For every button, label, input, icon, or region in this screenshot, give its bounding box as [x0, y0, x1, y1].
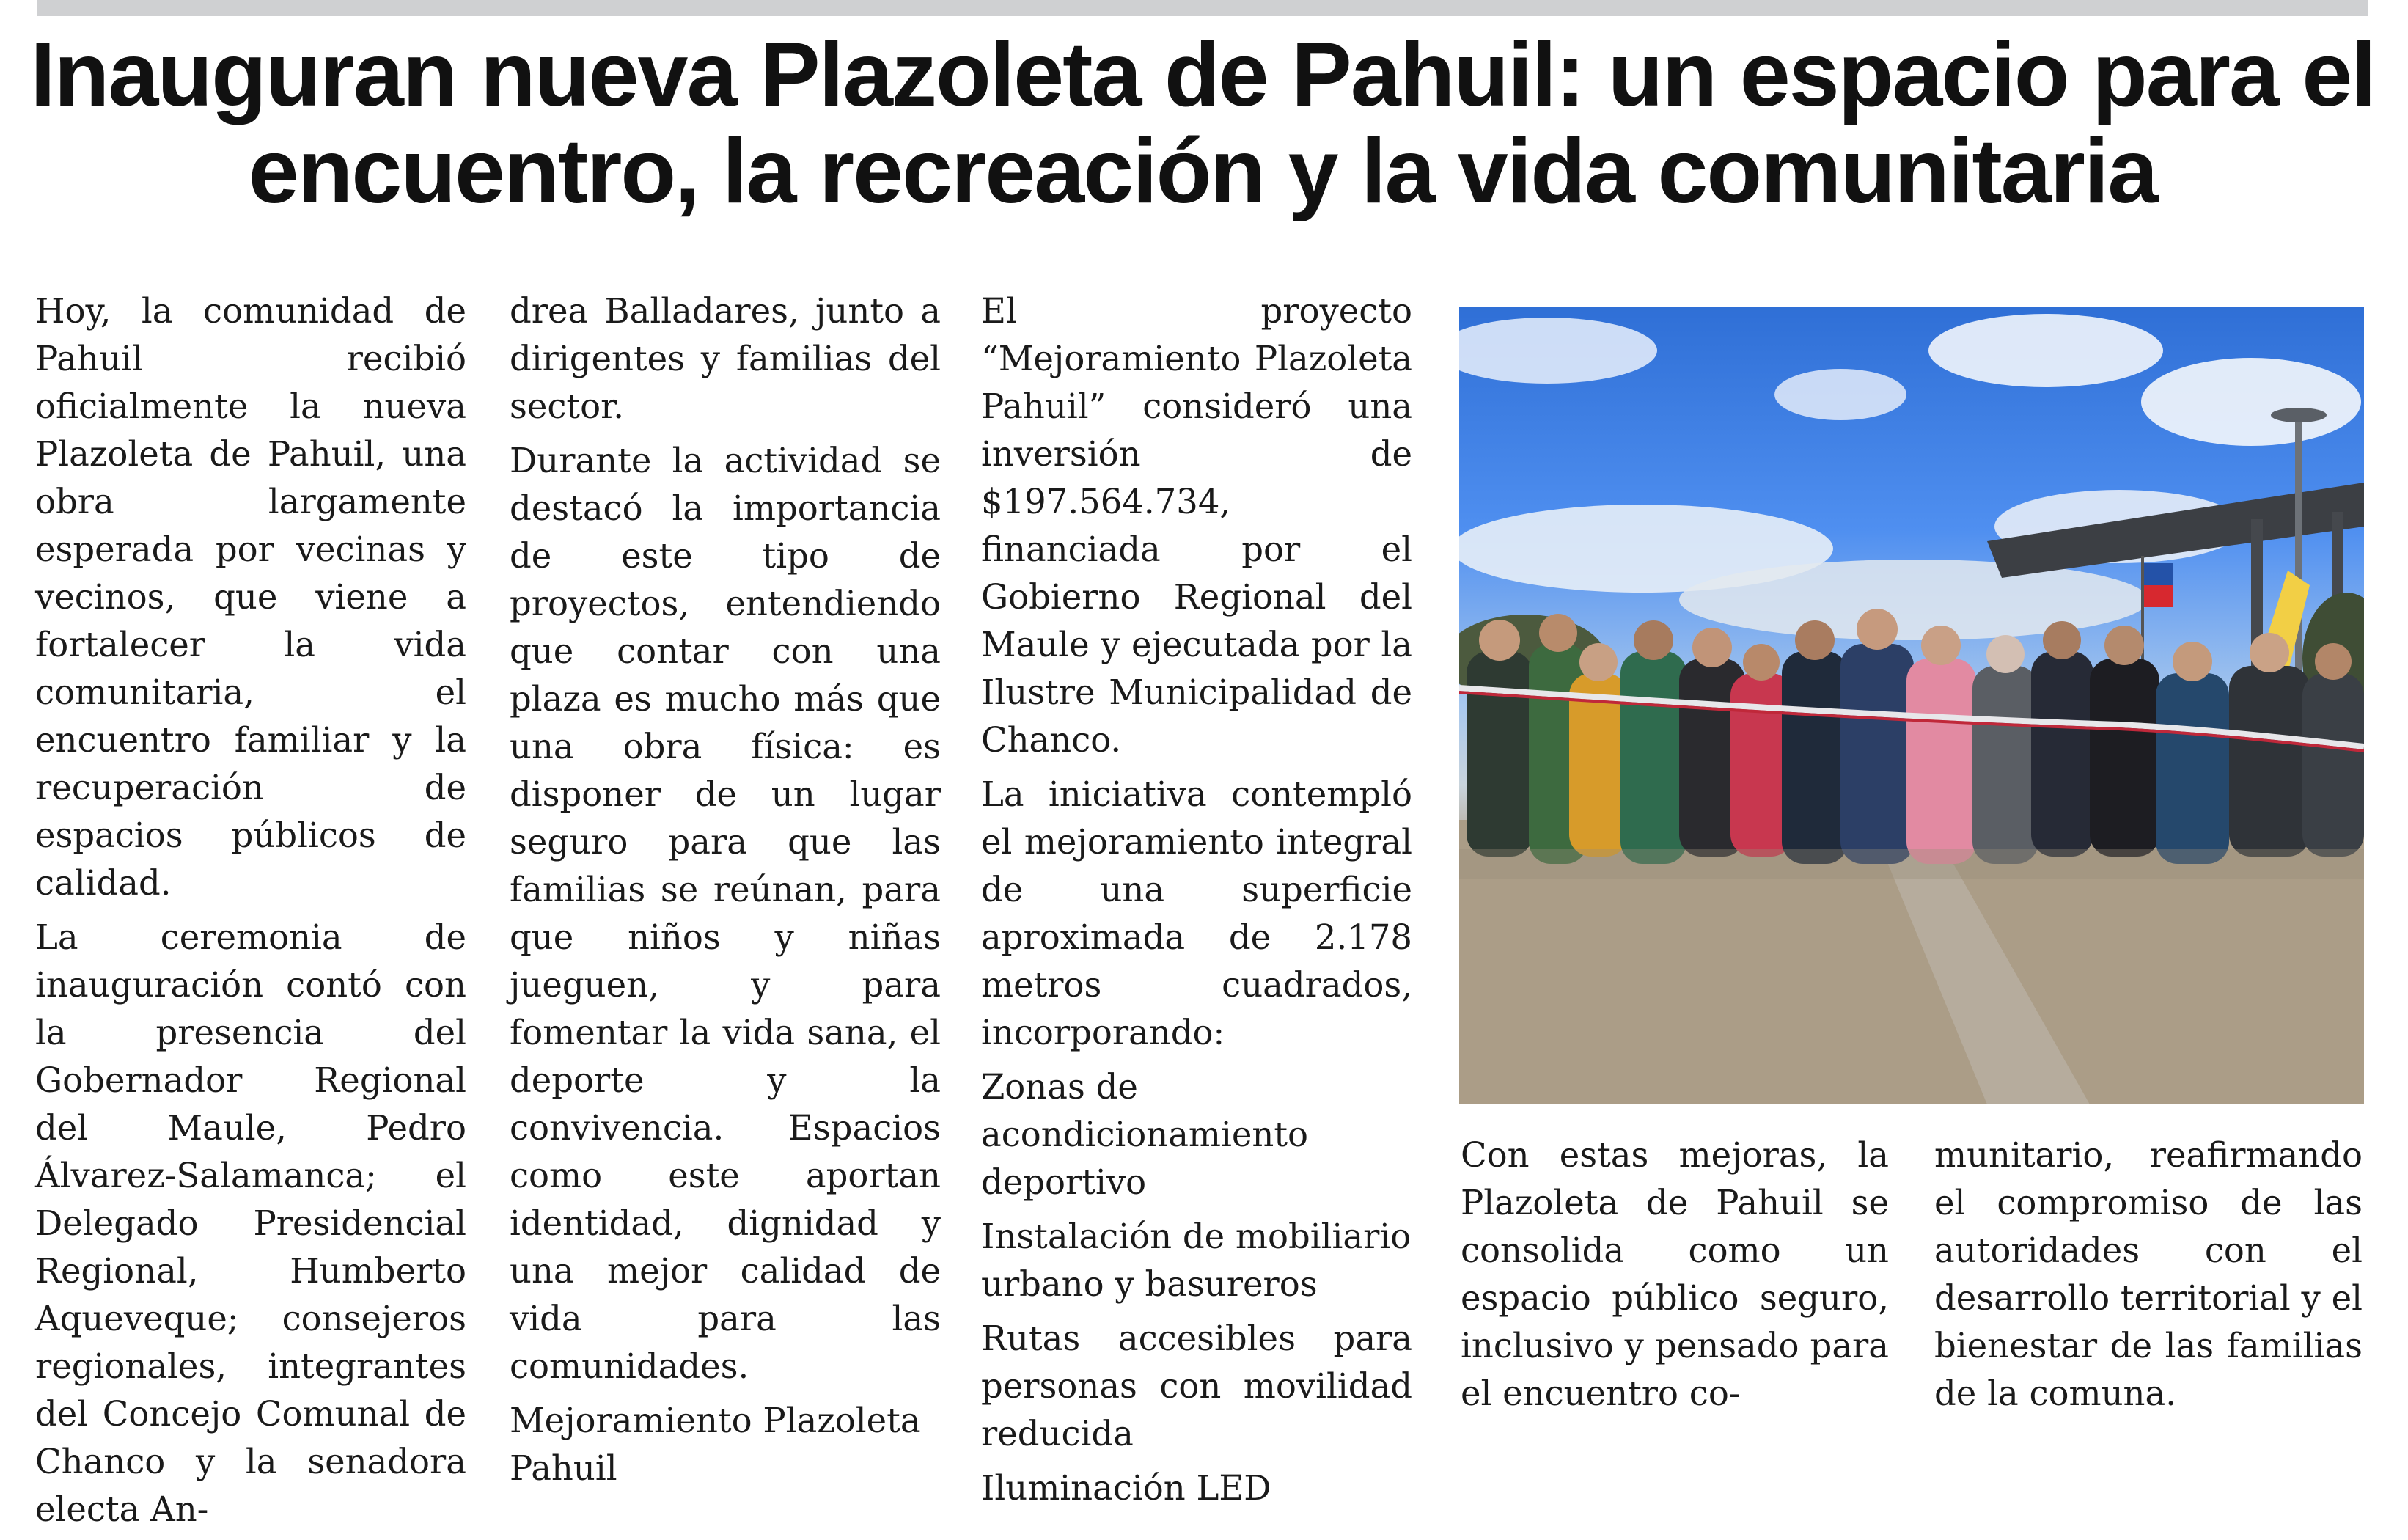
ceremony-photo [1459, 307, 2364, 1104]
paragraph: Con estas mejoras, la Plazoleta de Pahuil se consolida como un espacio público seguro, inclusivo y pensado para el encuentro co- [1461, 1135, 1889, 1413]
paragraph: La iniciativa contempló el mejoramiento integral de una superficie aproximada de 2.178 metros cuadrados, incorporando: [981, 774, 1412, 1052]
paragraph: Hoy, la comunidad de Pahuil recibió oficialmente la nueva Plazoleta de Pahuil, una obra largamente esperada por vecinas y vecinos, que viene a fortalecer la vida comunitaria, el encuentro familiar y la recuperación de espacios públicos de calidad. [35, 291, 466, 903]
paragraph: drea Balladares, junto a dirigentes y familias del sector. [510, 291, 941, 426]
paragraph: Durante la actividad se destacó la importancia de este tipo de proyectos, entendiendo que contar con una plaza es mucho más que una obra física: es disponer de un lugar seguro para que las familias se reúnan, para que niños y niñas jueguen, y para fomentar la vida sana, el deporte y la convivencia. Espacios como este aportan identidad, dignidad y una mejor calidad de vida para las comunidades. [510, 441, 941, 1386]
list-item: Zonas de acondicionamiento deportivo [981, 1067, 1309, 1202]
headline: Inauguran nueva Plazoleta de Pahuil: un espacio para el encuentro, la recreación y la vida comunitaria [30, 24, 2375, 222]
article-column-4 [1461, 1132, 1889, 1424]
paragraph: munitario, reafirmando el compromiso de las autoridades con el desarrollo territorial y el bienestar de las familias de la comuna. [1934, 1135, 2363, 1413]
list-item: Rutas accesibles para personas con movilidad reducida [981, 1319, 1412, 1453]
article-column-2 [510, 287, 941, 1499]
top-rule [37, 0, 2368, 16]
article-column-1 [35, 287, 466, 1540]
list-item: Iluminación LED [981, 1468, 1271, 1508]
ceremony-photo-illustration [1459, 307, 2364, 1104]
subheading: Mejoramiento Plazoleta Pahuil [510, 1401, 921, 1488]
paragraph: La ceremonia de inauguración contó con la presencia del Gobernador Regional del Maule, Pedro Álvarez-Salamanca; el Delegado Presidencial Regional, Humberto Aqueveque; consejeros regionales, integrantes del Concejo Comunal de Chanco y la senadora electa An- [35, 917, 466, 1529]
article-column-5 [1934, 1132, 2363, 1424]
paragraph: El proyecto “Mejoramiento Plazoleta Pahuil” consideró una inversión de $197.564.734, financiada por el Gobierno Regional del Maule y ejecutada por la Ilustre Municipalidad de Chanco. [981, 291, 1412, 760]
article-column-3 [981, 287, 1412, 1519]
list-item: Instalación de mobiliario urbano y basureros [981, 1217, 1412, 1304]
